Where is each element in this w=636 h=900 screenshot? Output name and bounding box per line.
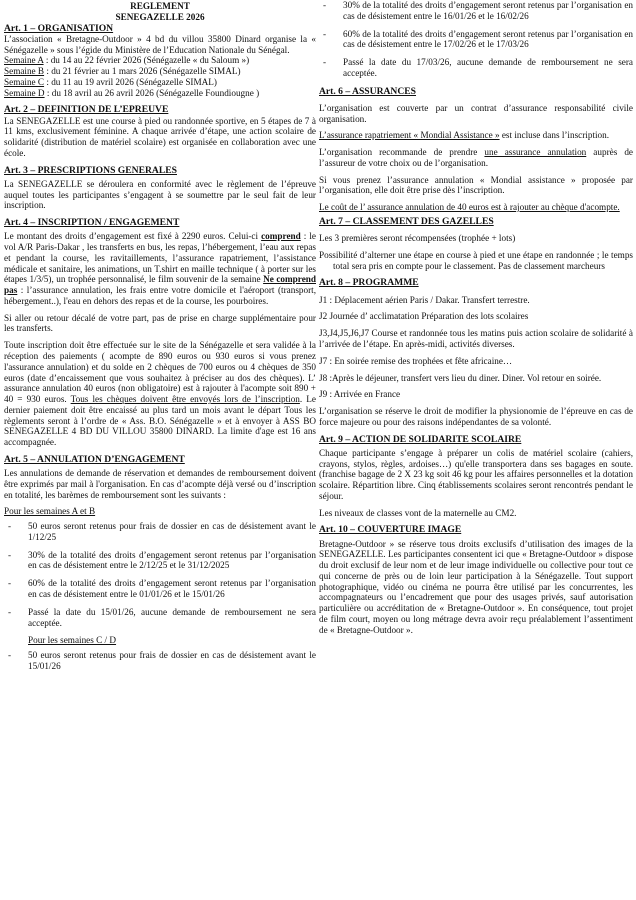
refund-list-cd-part1 <box>4 650 316 672</box>
art10-heading: Art. 10 – COUVERTURE IMAGE <box>319 524 462 536</box>
program-note: L’organisation se réserve le droit de modifier la physionomie de l’épreuve en cas de force majeure ou pour des raisons indépendantes de sa volonté. <box>319 406 633 427</box>
art9-p2: Les niveaux de classes vont de la maternelle au CM2. <box>319 507 517 518</box>
art6-p5: Le coût de l’ assurance annulation de 40 euros est à rajouter au chèque d'acompte. <box>319 202 620 213</box>
semaine-c <box>4 77 316 88</box>
art7-heading: Art. 7 – CLASSEMENT DES GAZELLES <box>319 215 494 227</box>
semaine-d-label: Semaine D <box>4 87 45 98</box>
list-item: - Passé la date du 15/01/26, aucune demande de remboursement ne sera acceptée. <box>8 606 316 628</box>
program-j9: J9 : Arrivée en France <box>319 389 401 400</box>
art6-p4: Si vous prenez l’assurance annulation « Mondial assistance » proposée par l’organisation, elle doit être prise dès l’inscription. <box>319 174 633 196</box>
art6-p2: L’assurance rapatriement « Mondial Assistance » est incluse dans l’inscription. <box>319 130 610 141</box>
refund-list-cd-part2 <box>319 0 633 79</box>
program-j1: J1 : Déplacement aérien Paris / Dakar. Transfert terrestre. <box>319 294 530 305</box>
document-subtitle: SENEGAZELLE 2026 <box>115 11 205 22</box>
list-item: - 50 euros seront retenus pour frais de dossier en cas de désistement avant le 15/01/26 <box>8 650 316 671</box>
program-j8: J8 :Après le déjeuner, transfert vers lieu du diner. Diner. Vol retour en soirée. <box>319 372 602 383</box>
art4-p1-start: Le montant des droits d’engagement est fixé à 2290 euros. Celui-ci <box>4 231 262 242</box>
document-title: REGLEMENT <box>130 1 190 11</box>
art5-heading: Art. 5 – ANNULATION D’ENGAGEMENT <box>4 453 185 465</box>
program-j2: J2 Journée d’ acclimatation Préparation des lots scolaires <box>319 311 529 322</box>
program-j7: J7 : En soirée remise des trophées et fête africaine… <box>319 355 513 366</box>
list-item: - 60% de la totalité des droits d’engagement seront retenus par l’organisation en cas de désistement entre le 01/01/26 et le 15/01/26 <box>8 578 316 600</box>
list-item: - 30% de la totalité des droits d’engagement seront retenus par l’organisation en cas de désistement entre le 2/12/25 et le 31/12/2025 <box>8 549 316 571</box>
semaine-a-dates: : du 14 au 22 février 2026 (Sénégazelle « du Saloum ») <box>43 55 250 66</box>
art4-p1-mid: : le vol A/R Paris-Dakar , les transferts en bus, les repas, l’hébergement, l’eau aux repas et pendant la course, les ravitaillements, l’assurance rapatriement, l’assistance médicale et sanitaire, les animations, un T.shirt en maille technique ( à porter sur les étapes 1/3/5), un trophée personnalisé, le film souvenir de la semaine <box>4 231 316 285</box>
semaine-d <box>4 88 316 99</box>
semaines-cd-label: Pour les semaines C / D <box>28 635 117 646</box>
art4-tarif-paragraph <box>4 231 316 306</box>
semaine-b-label: Semaine B <box>4 66 45 77</box>
art1-intro: L’association « Bretagne-Outdoor » 4 bd du villou 35800 Dinard organise la « Sénégazelle » sous l’égide du Ministère de l’Education Nationale du Sénégal. <box>4 33 316 55</box>
semaine-a <box>4 55 316 66</box>
semaine-c-dates: : du 11 au 19 avril 2026 (Sénégazelle SIMAL) <box>44 76 217 87</box>
art4-p3-start: Toute inscription doit être effectuée sur le site de la Sénégazelle et sera validée à la réception des paiements ( acompte de 890 euros ou 930 euros si vous prenez l'assurance annulation) et du solde en 2 chèques de 700 euros ou 4 chèques de 350 euros (date d’encaissement que vous souhaitez à préciser au dos des chèques). L’ assurance annulation 40 euros (non obligatoire) est à rajouter à l'acompte soit 890 + 40 = 930 euros. <box>4 340 316 405</box>
art2-text: La SENEGAZELLE est une course à pied ou randonnée sportive, en 5 étapes de 7 à 11 kms, exclusivement féminine. A chaque arrivée d’étape, une action scolaire de solidarité (distribution de matériel scolaire) est organisée en collaboration avec une école. <box>4 115 316 158</box>
comprend-label: comprend <box>261 231 301 242</box>
art10-text: Bretagne-Outdoor » se réserve tous droits exclusifs d’utilisation des images de la SENEGAZELLE. Les participantes consentent ici que « Bretagne-Outdoor » dispose du droit exclusif de leur nom et de leur image individuelle ou collective pour tout ce qui concerne de près ou de loin leur participation à la Sénégazelle. Tout support photographique, vidéo ou cinéma ne pourra être utilisé par les concurrentes, les accompagnateurs ou l’encadrement que pour des usages privés, sauf autorisation particulière ou accréditation de « Bretagne-Outdoor ». En conséquence, tout projet de film court, moyen ou long métrage devra avoir reçu préalablement l’assentiment de « Bretagne-Outdoor ». <box>319 538 633 635</box>
left-column <box>4 0 316 679</box>
list-item: - 30% de la totalité des droits d’engagement seront retenus par l’organisation en cas de désistement entre le 16/01/26 et le 16/02/26 <box>323 0 633 21</box>
art3-heading: Art. 3 – PRESCRIPTIONS GENERALES <box>4 164 177 176</box>
mondial-assistance-link: L’assurance rapatriement « Mondial Assistance » <box>319 130 500 141</box>
art4-p3-end: . Le dernier paiement doit être encaissé au plus tard un mois avant le départ Tous les règlements seront à l’ordre de « Ass. B.O. Sénégazelle » et à envoyer à ASS BO SENEGAZELLE 4 BD DU VILLOU 35800 DINARD. La limite d'age est 16 ans accompagnée. <box>4 394 316 448</box>
art9-heading: Art. 9 – ACTION DE SOLIDARITE SCOLAIRE <box>319 433 522 445</box>
list-item: - 60% de la totalité des droits d’engagement seront retenus par l’organisation en cas de désistement entre le 17/02/26 et le 17/03/26 <box>323 28 633 50</box>
ne-comprend-pas-label: Ne comprend pas <box>4 274 316 296</box>
art8-heading: Art. 8 – PROGRAMME <box>319 277 419 289</box>
art9-p1: Chaque participante s’engage à préparer un colis de matériel scolaire (cahiers, crayons, stylos, règles, ardoises…) qu'elle transportera dans ses bagages en soute. (franchise bagage de 2 X 23 kg soit 46 kg pour les affaires personnelles et la dotation scolaire. Répartition libre. Cinq établissements scolaires seront rencontrés pendant le séjour. <box>319 447 633 501</box>
semaine-d-dates: : du 18 avril au 26 avril 2026 (Sénégazelle Foundiougne ) <box>44 87 260 98</box>
semaine-b-dates: : du 21 février au 1 mars 2026 (Sénégazelle SIMAL) <box>44 66 241 77</box>
art6-heading: Art. 6 – ASSURANCES <box>319 85 417 97</box>
art4-heading: Art. 4 – INSCRIPTION / ENGAGEMENT <box>4 217 180 229</box>
art7-p1: Les 3 premières seront récompensées (trophée + lots) <box>319 233 516 244</box>
art1-heading: Art. 1 – ORGANISATION <box>4 22 114 34</box>
art5-text: Les annulations de demande de réservation et demandes de remboursement doivent être exprimés par mail à l'organisation. En cas d’acompte déjà versé ou d’inscription en totalité, les barèmes de remboursement sont les suivants : <box>4 468 316 500</box>
list-item: - 50 euros seront retenus pour frais de dossier en cas de désistement avant le 1/12/25 <box>8 521 316 542</box>
list-item: - Passé la date du 17/03/26, aucune demande de remboursement ne sera acceptée. <box>323 57 633 78</box>
semaines-list <box>4 55 316 98</box>
assurance-annulation-term: une assurance annulation <box>484 147 587 158</box>
art6-p1: L’organisation est couverte par un contrat d’assurance responsabilité civile organisation. <box>319 102 633 124</box>
right-column <box>319 0 633 635</box>
art7-p2: Possibilité d’alterner une étape en course à pied et une étape en randonnée ; le temps total sera pris en compte pour le classement. Pas de classement marcheurs <box>319 249 633 271</box>
refund-list-ab <box>4 521 316 628</box>
semaine-a-label: Semaine A <box>4 55 44 66</box>
art2-heading: Art. 2 – DEFINITION DE L’EPREUVE <box>4 104 169 116</box>
semaine-b <box>4 66 316 77</box>
cheques-note: Tous les chèques doivent être envoyés lors de l’inscription <box>70 394 300 405</box>
art4-payment-paragraph <box>4 340 316 448</box>
art6-p3: L’organisation recommande de prendre une assurance annulation auprès de l’assureur de votre choix ou de l’organisation. <box>319 147 633 168</box>
art3-text: La SENEGAZELLE se déroulera en conformité avec le règlement de l’épreuve auquel toutes les participantes s’engagent à se soumettre par le seul fait de leur inscription. <box>4 178 316 211</box>
program-j3-j7: J3,J4,J5,J6,J7 Course et randonnée tous les matins puis action scolaire de solidarité à l’arrivée de l’étape. En après-midi, activités diverses. <box>319 328 633 349</box>
semaine-c-label: Semaine C <box>4 76 45 87</box>
art4-transfer-note: Si aller ou retour décalé de votre part, pas de prise en charge supplémentaire pour les transferts. <box>4 312 316 334</box>
art4-p1-end: : l’assurance annulation, les frais entre votre domicile et l'aéroport (transport, hébergement..), l'eau en dehors des repas et de la course, les pourboires. <box>4 285 316 306</box>
semaines-ab-label: Pour les semaines A et B <box>4 506 96 517</box>
